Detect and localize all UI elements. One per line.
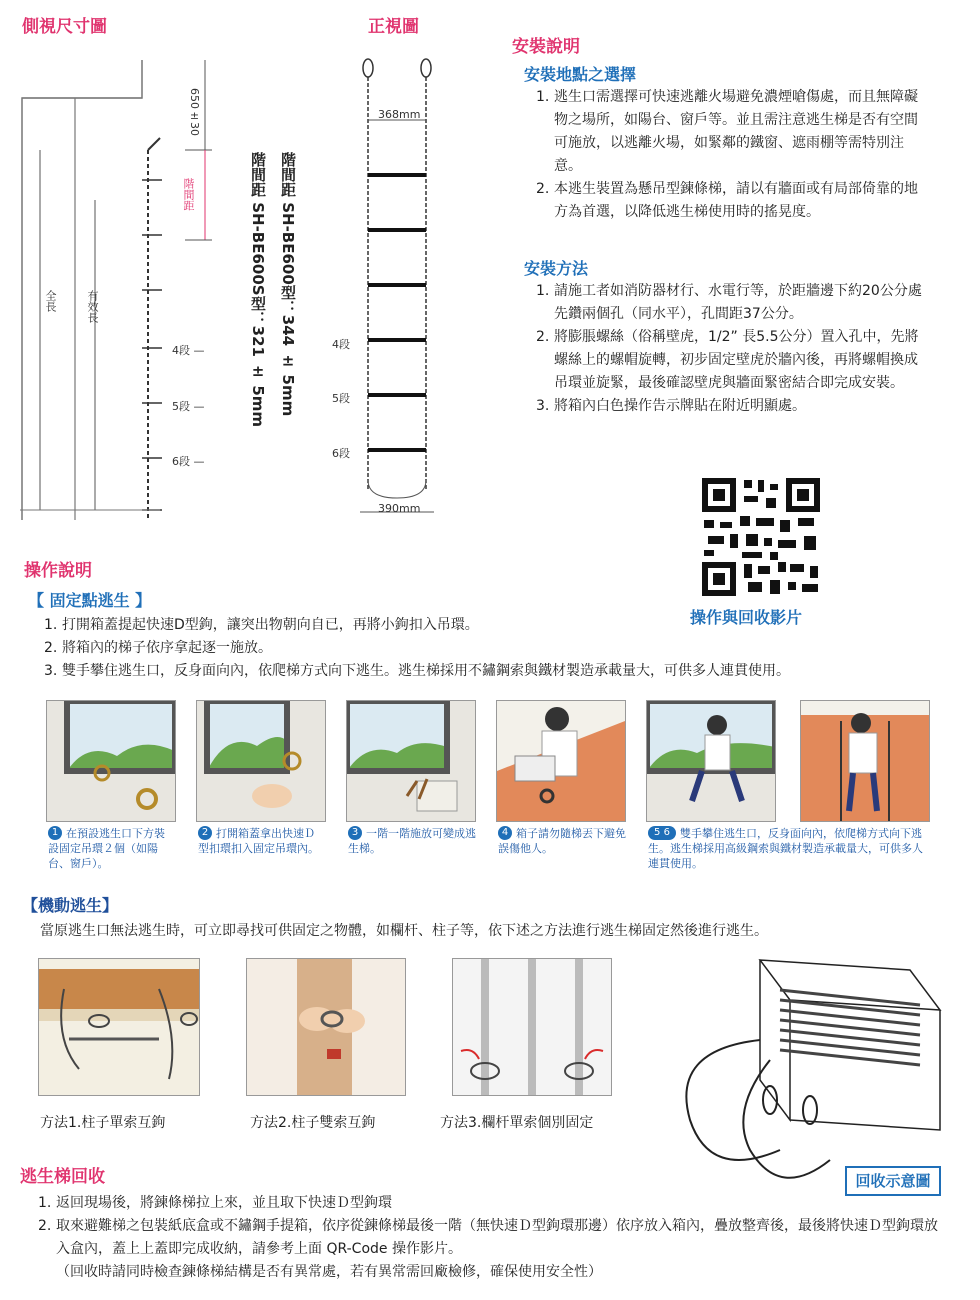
location-list: [536, 86, 928, 224]
effective-length-label: 有效長: [86, 290, 99, 323]
list-item: 2. 取來避難梯之包裝紙底盒或不鏽鋼手提箱，依序從鍊條梯最後一階（無快速Ｄ型鉤環那邊）依序放入箱內，疊放整齊後，最後將快速Ｄ型鉤環放入盒內，蓋上上蓋即完成收納，請參考上面 QR-Code 操作影片。: [38, 1218, 938, 1257]
list-item: 1. 返回現場後，將鍊條梯拉上來，並且取下快速Ｄ型鉤環: [38, 1195, 392, 1211]
install-title: 安裝說明: [512, 37, 580, 57]
step-caption: 5 6 雙手攀住逃生口，反身面向內，依爬梯方式向下逃生。逃生梯採用高級鋼索與鐵材製造承載量大，可供多人連貫使用。: [648, 827, 923, 870]
method-list: [536, 280, 928, 418]
list-item: 3. 雙手攀住逃生口，反身面向內，依爬梯方式向下逃生。逃生梯採用不鏽鋼索與鐵材製造承載量大，可供多人連貫使用。: [44, 663, 790, 679]
step-caption: 1 在預設逃生口下方裝設固定吊環２個（如陽台、窗戶）。: [48, 827, 165, 870]
qr-caption: 操作與回收影片: [690, 608, 803, 627]
side-rung-label: 4段 —: [172, 344, 205, 357]
dim-top-label: 650±30: [188, 88, 201, 136]
step-photo-6: [800, 700, 930, 822]
list-item: 1. 請施工者如消防器材行、水電行等，於距牆邊下約20公分處先鑽兩個孔（同水平），孔間距37公分。: [536, 283, 922, 322]
fixed-point-subtitle: 【 固定點逃生 】: [28, 591, 152, 610]
list-item: 2. 本逃生裝置為懸吊型鍊條梯，請以有牆面或有局部倚靠的地方為首選，以降低逃生梯使用時的搖晃度。: [536, 181, 918, 220]
recovery-list: [38, 1192, 938, 1284]
step-photo-1: [46, 700, 176, 822]
width-bottom-label: 390mm: [378, 502, 421, 515]
method-label: 方法1.柱子單索互鉤: [40, 1115, 166, 1131]
mobile-escape-subtitle: 【機動逃生】: [22, 896, 119, 915]
method-label: 方法2.柱子雙索互鉤: [250, 1115, 376, 1131]
method-photo-2: [246, 958, 406, 1096]
step-photo-3: [346, 700, 476, 822]
front-rung-label: 5段: [332, 392, 350, 405]
list-item: 1. 逃生口需選擇可快速逃離火場避免濃煙嗆傷處，而且無障礙物之場所，如陽台、窗戶等。並且需注意逃生梯是否有空間可施放，以逃離火場，如緊鄰的鐵窗、遮雨棚等需特別注意。: [536, 89, 918, 174]
front-view-title: 正視圖: [368, 17, 419, 37]
side-rung-label: 6段 —: [172, 455, 205, 468]
qr-code-icon[interactable]: [700, 476, 822, 598]
step-photo-2: [196, 700, 326, 822]
method-photo-3: [452, 958, 612, 1096]
operation-title: 操作說明: [24, 561, 92, 581]
recovery-diagram-label: 回收示意圖: [845, 1166, 941, 1196]
front-rung-label: 6段: [332, 447, 350, 460]
recovery-note: （回收時請同時檢查鍊條梯結構是否有異常處，若有異常需回廠檢修，確保使用安全性）: [56, 1264, 602, 1280]
method-subtitle: 安裝方法: [524, 259, 589, 278]
list-item: 2. 將箱內的梯子依序拿起逐一施放。: [44, 640, 272, 656]
spec-line-2: 階間距 SH-BE600S型：321 ± 5mm: [249, 152, 267, 428]
total-length-label: 全長: [44, 290, 57, 312]
list-item: 1. 打開箱蓋提起快速D型鉤，讓突出物朝向自已，再將小鉤扣入吊環。: [44, 617, 479, 633]
step-photo-5: [646, 700, 776, 822]
step-caption: 3 一階一階施放可變成逃生梯。: [348, 827, 476, 855]
fixed-point-list: [44, 614, 944, 683]
location-subtitle: 安裝地點之選擇: [524, 65, 637, 84]
step-caption: 4 箱子請勿隨梯丟下避免誤傷他人。: [498, 827, 626, 855]
front-rung-label: 4段: [332, 338, 350, 351]
list-item: 2. 將膨脹螺絲（俗稱壁虎，1/2” 長5.5公分）置入孔中，先將螺絲上的螺帽旋轉，初步固定壁虎於牆內後，再將螺帽換成吊環並旋緊，最後確認壁虎與牆面緊密結合即完成安裝。: [536, 329, 919, 391]
side-rung-label: 5段 —: [172, 400, 205, 413]
step-caption: 2 打開箱蓋拿出快速Ｄ型扣環扣入固定吊環內。: [198, 827, 319, 855]
side-view-title: 側視尺寸圖: [22, 17, 107, 37]
width-top-label: 368mm: [378, 108, 421, 121]
method-photo-1: [38, 958, 200, 1096]
step-photo-4: [496, 700, 626, 822]
list-item: 3. 將箱內白色操作告示牌貼在附近明顯處。: [536, 398, 806, 414]
recovery-title: 逃生梯回收: [20, 1167, 105, 1187]
spec-line-1: 階間距 SH-BE600型：344 ± 5mm: [279, 152, 297, 417]
mobile-escape-text: 當原逃生口無法逃生時，可立即尋找可供固定之物體，如欄杆、柱子等，依下述之方法進行逃生梯固定然後進行逃生。: [40, 923, 768, 939]
dim-spacing-label: 階間距: [182, 178, 195, 211]
method-label: 方法3.欄杆單索個別固定: [440, 1115, 594, 1131]
